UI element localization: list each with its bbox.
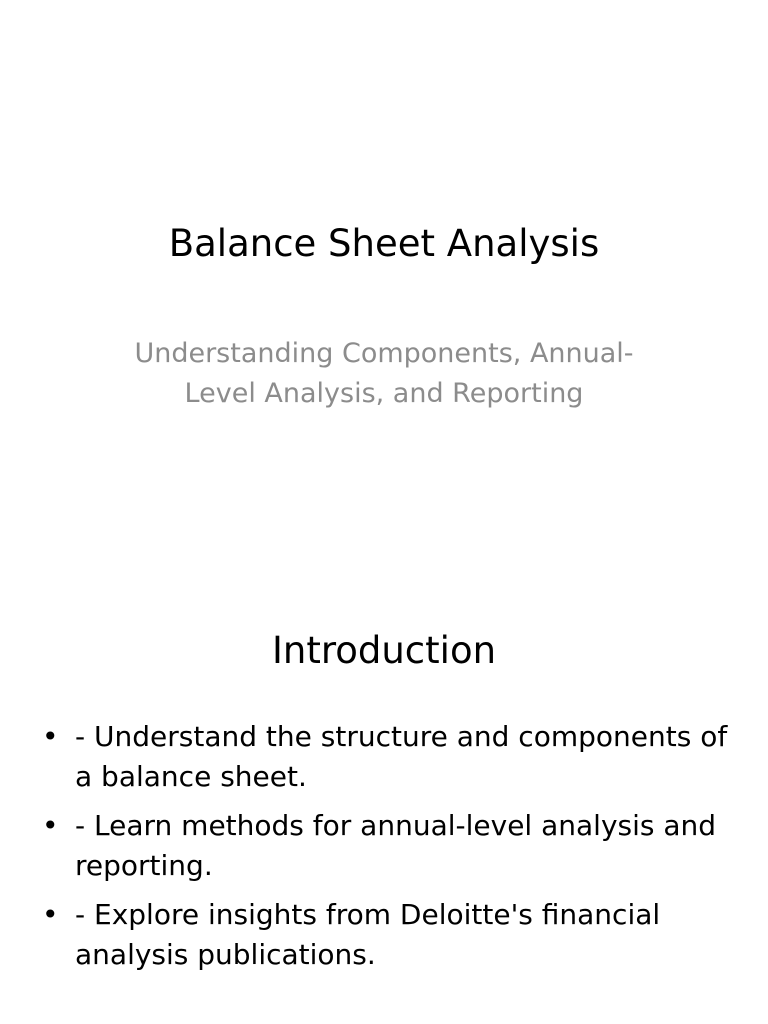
bullet-text-line: a balance sheet. [75, 760, 307, 793]
bullet-text-line: - Understand the structure and components of [75, 720, 728, 753]
bullet-text-line: reporting. [75, 849, 213, 882]
bullet-text-line: - Learn methods for annual-level analysis and [75, 809, 717, 842]
slide-subtitle [114, 334, 654, 414]
bullet-icon: • [42, 898, 59, 931]
bullet-item [40, 895, 740, 975]
introduction-slide [0, 576, 768, 1024]
slide-title: Balance Sheet Analysis [168, 222, 600, 265]
bullet-icon: • [42, 809, 59, 842]
subtitle-line: Level Analysis, and Reporting [184, 378, 584, 409]
bullet-text-line: analysis publications. [75, 938, 376, 971]
bullet-item [40, 806, 740, 886]
bullet-icon: • [42, 720, 59, 753]
bullet-text-line: - Explore insights from Deloitte's financial [75, 898, 661, 931]
subtitle-line: Understanding Components, Annual- [134, 338, 634, 369]
bullet-item [40, 717, 740, 797]
slide-title: Introduction [271, 629, 497, 672]
bullet-list [40, 717, 740, 984]
